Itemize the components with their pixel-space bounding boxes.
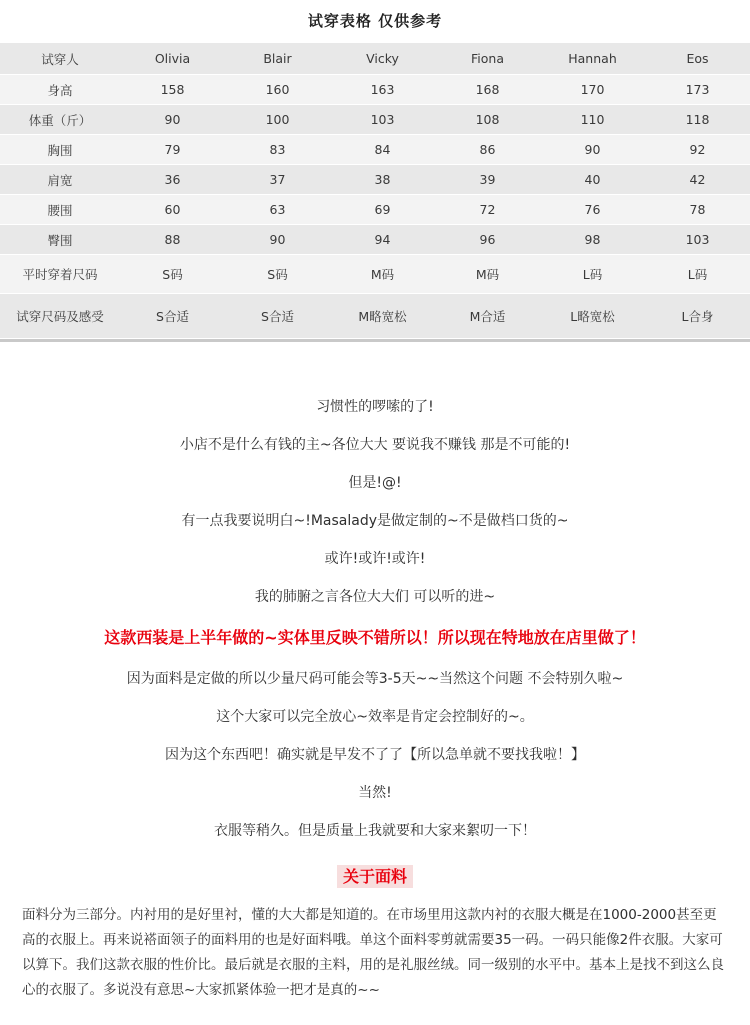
table-cell: 83: [225, 135, 330, 165]
table-cell: M略宽松: [330, 294, 435, 339]
row-label: 肩宽: [0, 165, 120, 195]
table-cell: S码: [120, 255, 225, 294]
note-line: 当然!: [358, 785, 392, 801]
table-cell: L码: [645, 255, 750, 294]
table-cell: 168: [435, 75, 540, 105]
table-cell: 98: [540, 225, 645, 255]
table-cell: 108: [435, 105, 540, 135]
table-cell: 173: [645, 75, 750, 105]
table-cell: 160: [225, 75, 330, 105]
note-line: 衣服等稍久。但是质量上我就要和大家来絮叨一下！: [214, 823, 536, 839]
table-header-cell: Olivia: [120, 43, 225, 75]
table-cell: 78: [645, 195, 750, 225]
table-cell: 170: [540, 75, 645, 105]
table-cell: M码: [435, 255, 540, 294]
table-cell: 86: [435, 135, 540, 165]
note-line: 因为这个东西吧！确实就是早发不了了【所以急单就不要找我啦！】: [165, 747, 585, 763]
fit-table: [0, 43, 750, 339]
row-label: 试穿尺码及感受: [0, 294, 120, 339]
table-cell: 42: [645, 165, 750, 195]
table-cell: 63: [225, 195, 330, 225]
table-row: [0, 105, 750, 135]
row-label: 体重（斤）: [0, 105, 120, 135]
table-cell: 39: [435, 165, 540, 195]
table-header-cell: Fiona: [435, 43, 540, 75]
table-cell: 100: [225, 105, 330, 135]
table-header-cell: 试穿人: [0, 43, 120, 75]
note-line-highlight: 这款西装是上半年做的~实体里反映不错所以！所以现在特地放在店里做了！: [104, 628, 646, 647]
table-cell: S合适: [225, 294, 330, 339]
shop-notes: [0, 388, 750, 850]
table-cell: 103: [330, 105, 435, 135]
note-line: 因为面料是定做的所以少量尺码可能会等3-5天~~当然这个问题 不会特别久啦~: [126, 671, 624, 687]
table-cell: L合身: [645, 294, 750, 339]
table-cell: M合适: [435, 294, 540, 339]
table-header-row: [0, 43, 750, 75]
table-cell: 84: [330, 135, 435, 165]
table-cell: 38: [330, 165, 435, 195]
note-line: 或许!或许!或许!: [324, 551, 426, 567]
row-label: 胸围: [0, 135, 120, 165]
table-row: [0, 225, 750, 255]
fit-table-title: 试穿表格 仅供参考: [307, 12, 443, 30]
table-row: [0, 294, 750, 339]
table-header-cell: Vicky: [330, 43, 435, 75]
table-row: [0, 75, 750, 105]
row-label: 腰围: [0, 195, 120, 225]
table-row: [0, 195, 750, 225]
table-cell: 96: [435, 225, 540, 255]
table-row: [0, 255, 750, 294]
table-cell: 72: [435, 195, 540, 225]
table-cell: 69: [330, 195, 435, 225]
table-cell: 90: [540, 135, 645, 165]
table-cell: 90: [225, 225, 330, 255]
note-line: 小店不是什么有钱的主~各位大大 要说我不赚钱 那是不可能的!: [179, 437, 571, 453]
table-row: [0, 165, 750, 195]
table-cell: L码: [540, 255, 645, 294]
spacer: [0, 342, 750, 388]
table-cell: 36: [120, 165, 225, 195]
fabric-body-text: 面料分为三部分。内衬用的是好里衬，懂的大大都是知道的。在市场里用这款内衬的衣服大概是在1000-2000甚至更高的衣服上。再来说褡面领子的面料用的也是好面料哦。单这个面料零剪就需要35一码。一码只能像2件衣服。大家可以算下。我们这款衣服的性价比。最后就是衣服的主料，用的是礼服丝绒。同一级别的水平中。基本上是找不到这么良心的衣服了。多说没有意思~大家抓紧体验一把才是真的~~: [22, 907, 724, 998]
fabric-heading-label: 关于面料: [337, 865, 413, 888]
note-line: 我的肺腑之言各位大大们 可以听的进~: [254, 589, 496, 605]
table-cell: 110: [540, 105, 645, 135]
table-cell: S合适: [120, 294, 225, 339]
note-line: 习惯性的啰嗦的了!: [316, 399, 434, 415]
table-cell: 92: [645, 135, 750, 165]
table-cell: 90: [120, 105, 225, 135]
table-cell: L略宽松: [540, 294, 645, 339]
table-cell: 37: [225, 165, 330, 195]
note-line: 有一点我要说明白~!Masalady是做定制的~不是做档口货的~: [181, 513, 569, 529]
table-cell: M码: [330, 255, 435, 294]
table-cell: 163: [330, 75, 435, 105]
note-line: 这个大家可以完全放心~效率是肯定会控制好的~。: [216, 709, 534, 725]
table-header-cell: Eos: [645, 43, 750, 75]
table-cell: 118: [645, 105, 750, 135]
table-header-cell: Hannah: [540, 43, 645, 75]
table-cell: 60: [120, 195, 225, 225]
note-line: 但是!@!: [348, 475, 402, 491]
table-cell: 88: [120, 225, 225, 255]
table-row: [0, 135, 750, 165]
table-cell: 158: [120, 75, 225, 105]
table-cell: 94: [330, 225, 435, 255]
table-cell: 103: [645, 225, 750, 255]
row-label: 平时穿着尺码: [0, 255, 120, 294]
table-cell: 76: [540, 195, 645, 225]
fabric-section-heading: [0, 850, 750, 899]
table-header-cell: Blair: [225, 43, 330, 75]
row-label: 身高: [0, 75, 120, 105]
table-cell: S码: [225, 255, 330, 294]
table-cell: 40: [540, 165, 645, 195]
table-cell: 79: [120, 135, 225, 165]
row-label: 臀围: [0, 225, 120, 255]
